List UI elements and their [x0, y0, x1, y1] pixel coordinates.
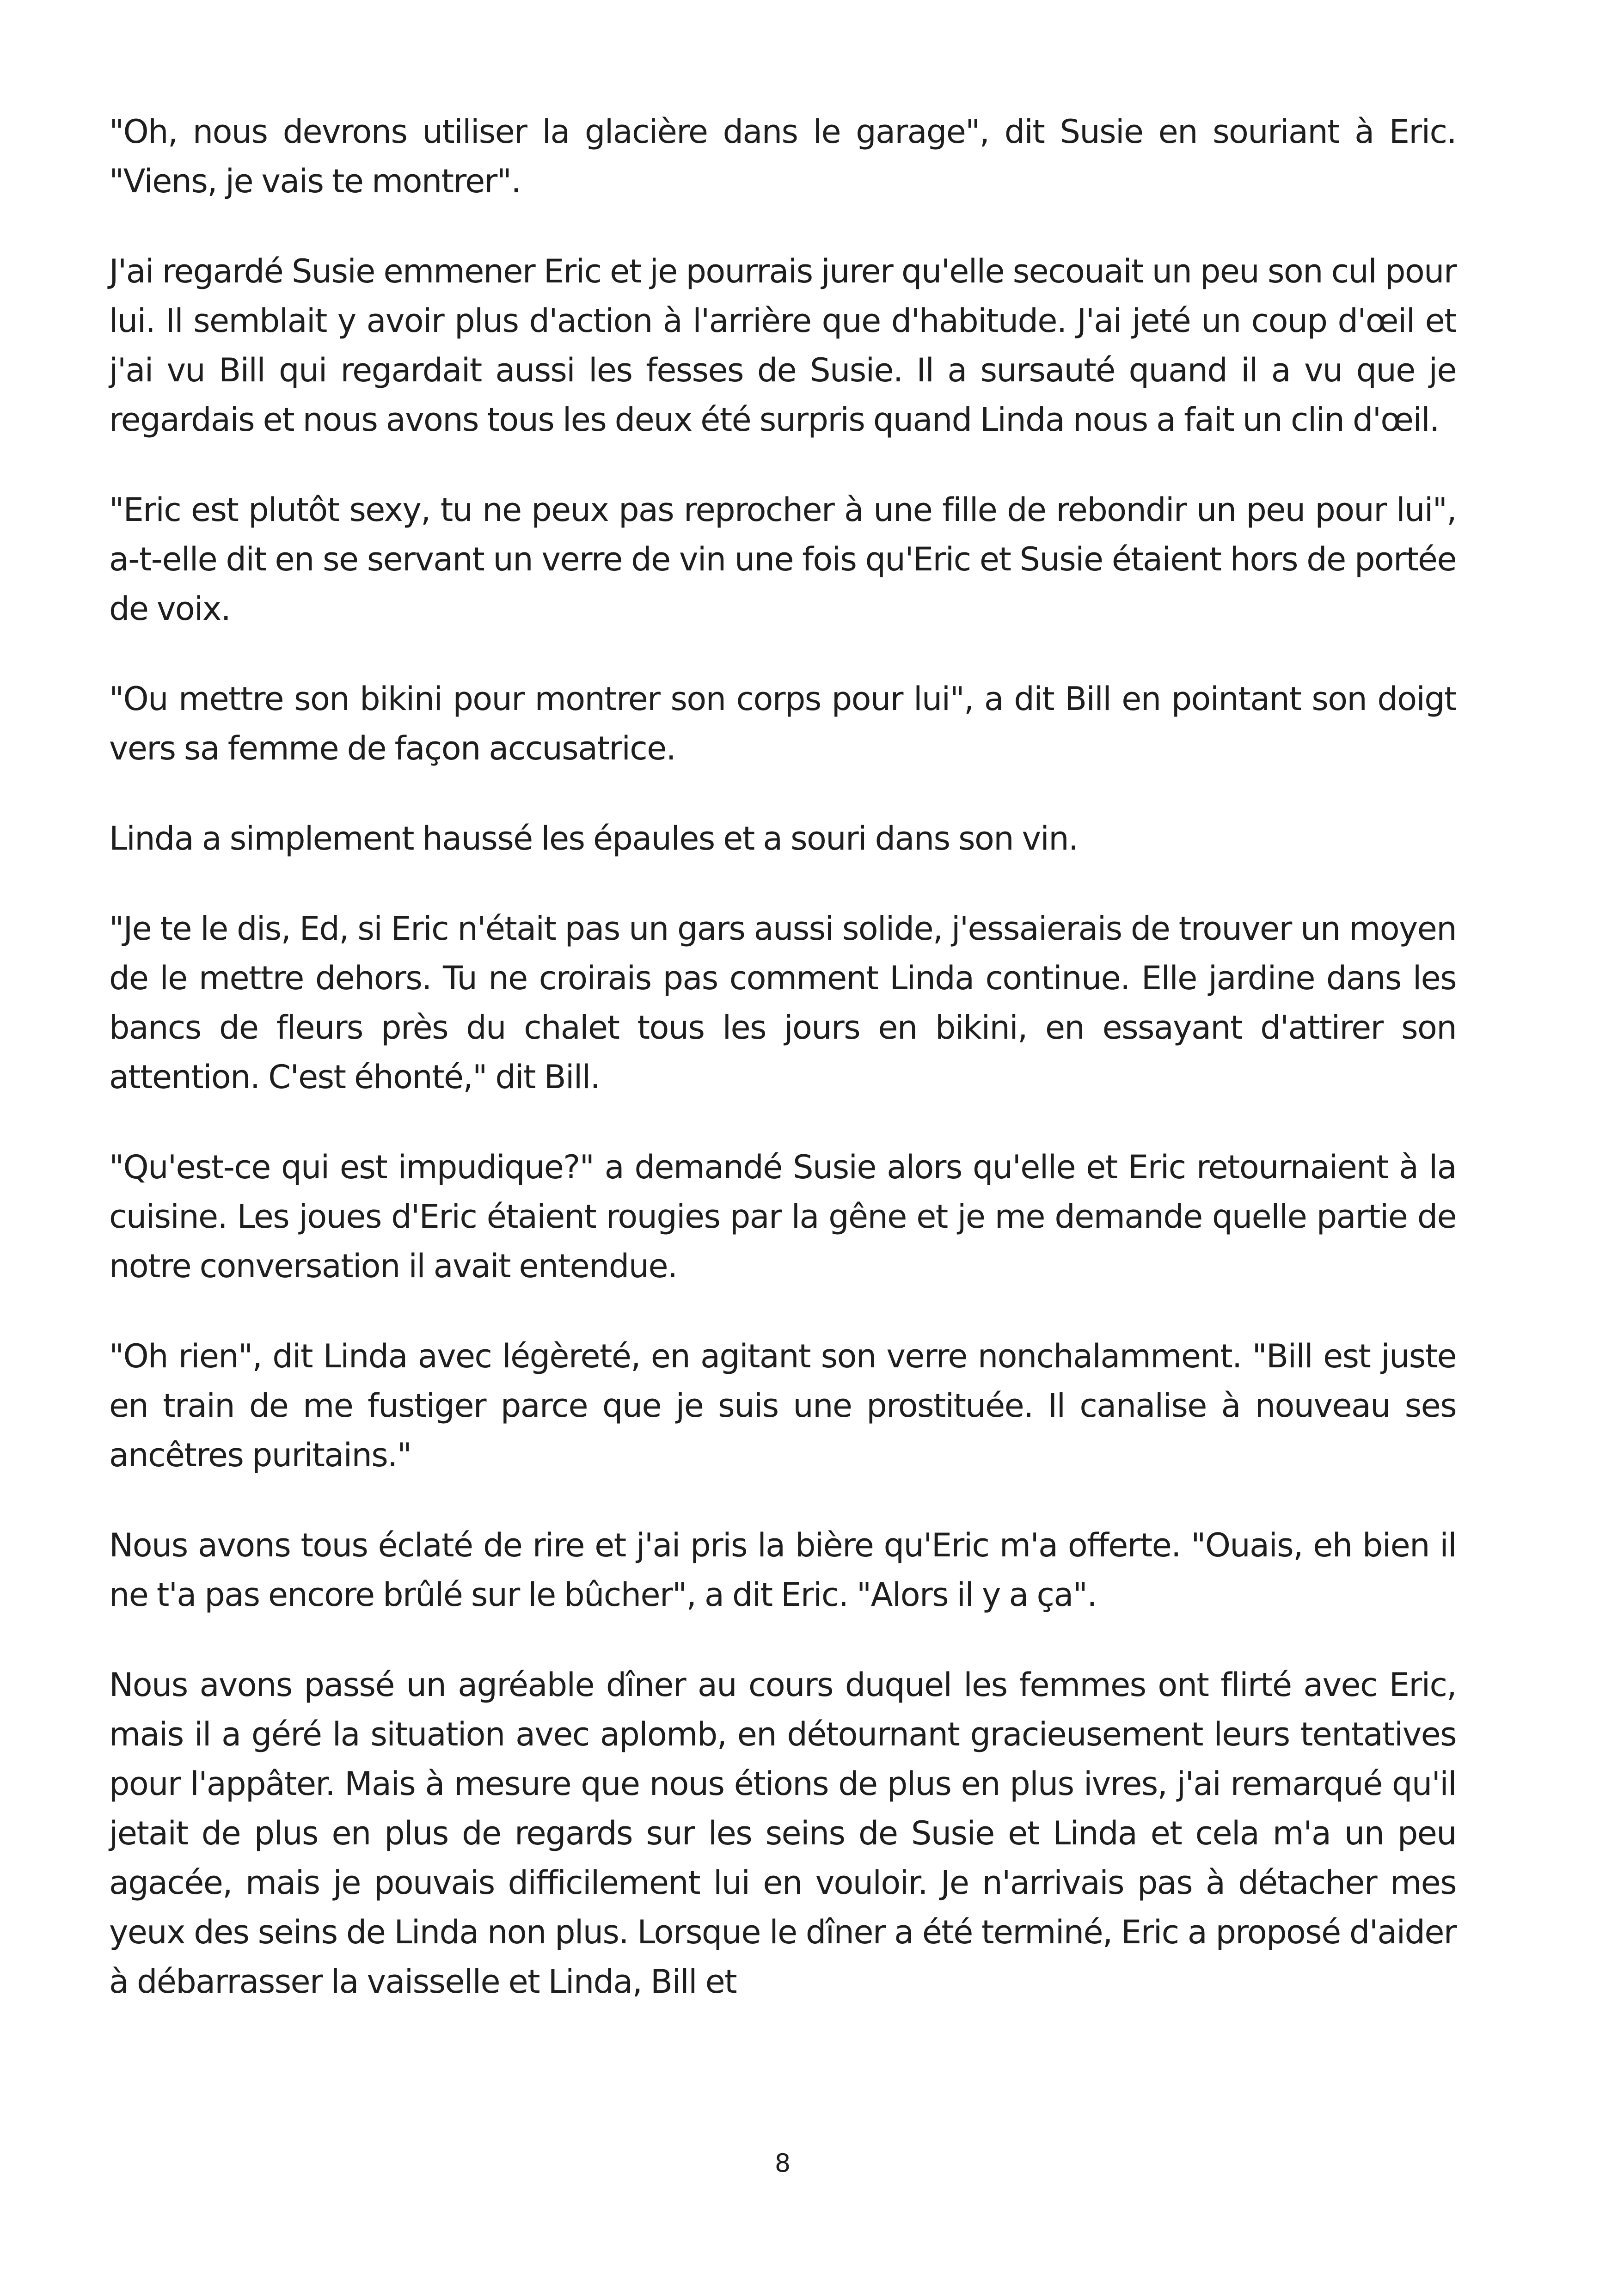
paragraph: "Je te le dis, Ed, si Eric n'était pas un gars aussi solide, j'essaierais de trouver un moyen de le mettre dehors. Tu ne croirais pas comment Linda continue. Elle jardine dans les bancs de fleurs près du chalet tous les jours en bikini, en essayant d'attirer son attention. C'est éhonté," dit Bill. — [109, 910, 1456, 1096]
paragraph: "Ou mettre son bikini pour montrer son corps pour lui", a dit Bill en pointant son doigt vers sa femme de façon accusatrice. — [109, 680, 1456, 767]
paragraph: "Oh, nous devrons utiliser la glacière dans le garage", dit Susie en souriant à Eric. "Viens, je vais te montrer". — [109, 113, 1456, 200]
paragraph: Linda a simplement haussé les épaules et a souri dans son vin. — [109, 820, 1078, 857]
paragraph: Nous avons passé un agréable dîner au cours duquel les femmes ont flirté avec Eric, mais il a géré la situation avec aplomb, en détournant gracieusement leurs tentatives pour l'appâter. Mais à mesure que nous étions de plus en plus ivres, j'ai remarqué qu'il jetait de plus en plus de regards sur les seins de Susie et Linda et cela m'a un peu agacée, mais je pouvais difficilement lui en vouloir. Je n'arrivais pas à détacher mes yeux des seins de Linda non plus. Lorsque le dîner a été terminé, Eric a proposé d'aider à débarrasser la vaisselle et Linda, Bill et — [109, 1666, 1456, 2001]
document-body — [109, 107, 1456, 2007]
page-number: 8 — [774, 2149, 791, 2178]
paragraph: "Qu'est-ce qui est impudique?" a demandé Susie alors qu'elle et Eric retournaient à la cuisine. Les joues d'Eric étaient rougies par la gêne et je me demande quelle partie de notre conversation il avait entendue. — [109, 1148, 1456, 1285]
paragraph: "Eric est plutôt sexy, tu ne peux pas reprocher à une fille de rebondir un peu pour lui", a-t-elle dit en se servant un verre de vin une fois qu'Eric et Susie étaient hors de portée de voix. — [109, 491, 1456, 628]
paragraph: "Oh rien", dit Linda avec légèreté, en agitant son verre nonchalamment. "Bill est juste en train de me fustiger parce que je suis une prostituée. Il canalise à nouveau ses ancêtres puritains." — [109, 1337, 1456, 1474]
paragraph: J'ai regardé Susie emmener Eric et je pourrais jurer qu'elle secouait un peu son cul pour lui. Il semblait y avoir plus d'action à l'arrière que d'habitude. J'ai jeté un coup d'œil et j'ai vu Bill qui regardait aussi les fesses de Susie. Il a sursauté quand il a vu que je regardais et nous avons tous les deux été surpris quand Linda nous a fait un clin d'œil. — [109, 252, 1456, 439]
paragraph: Nous avons tous éclaté de rire et j'ai pris la bière qu'Eric m'a offerte. "Ouais, eh bien il ne t'a pas encore brûlé sur le bûcher", a dit Eric. "Alors il y a ça". — [109, 1526, 1456, 1614]
